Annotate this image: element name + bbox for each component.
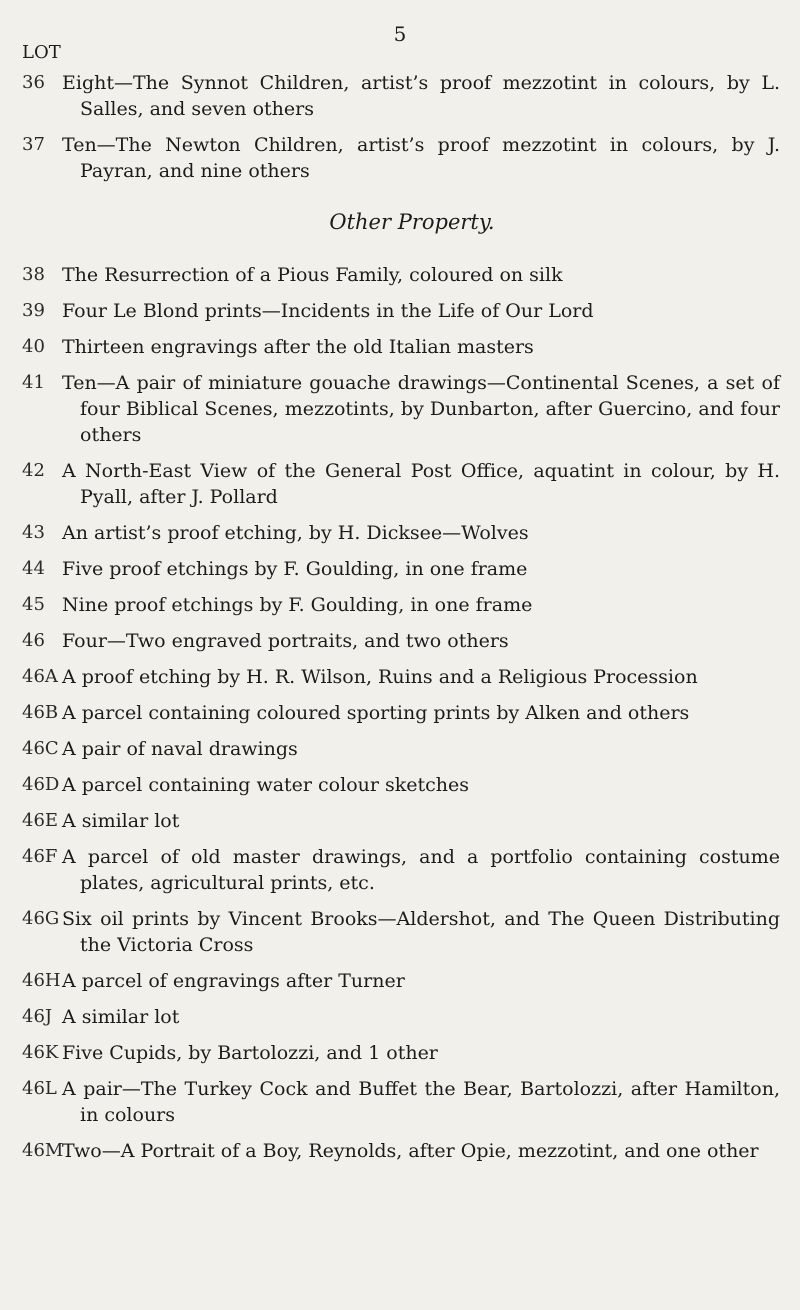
lot-description: Nine proof etchings by F. Goulding, in one frame	[62, 594, 533, 616]
lot-entry	[22, 1076, 782, 1128]
lot-number: 42	[22, 460, 45, 481]
lot-entry	[22, 1138, 782, 1164]
lot-description: An artist’s proof etching, by H. Dicksee—Wolves	[62, 522, 529, 544]
lot-entry	[22, 262, 782, 288]
lot-number: 44	[22, 558, 45, 579]
lot-description: A parcel containing coloured sporting prints by Alken and others	[62, 702, 690, 724]
lot-entry	[22, 844, 782, 896]
lot-number: 46B	[22, 702, 59, 723]
lot-number: 36	[22, 72, 45, 93]
lot-description: Six oil prints by Vincent Brooks—Aldershot, and The Queen Distributing the Victoria Cross	[62, 908, 780, 956]
lot-number: 41	[22, 372, 45, 393]
lot-number: 46L	[22, 1078, 57, 1099]
lot-entry	[22, 772, 782, 798]
lot-number: 37	[22, 134, 45, 155]
lot-entry	[22, 808, 782, 834]
lot-description: A parcel of engravings after Turner	[62, 970, 405, 992]
lot-number: 46K	[22, 1042, 59, 1063]
lot-entry	[22, 628, 782, 654]
lot-description: A North-East View of the General Post Office, aquatint in colour, by H. Pyall, after J. Pollard	[62, 460, 780, 508]
lot-entry	[22, 70, 782, 122]
lot-entry	[22, 906, 782, 958]
lot-description: Thirteen engravings after the old Italian masters	[62, 336, 534, 358]
section-heading: Other Property.	[329, 210, 495, 234]
lot-entry	[22, 458, 782, 510]
lot-entry	[22, 736, 782, 762]
lot-description: Five Cupids, by Bartolozzi, and 1 other	[62, 1042, 438, 1064]
lot-number: 46F	[22, 846, 58, 867]
lot-entry	[22, 968, 782, 994]
lot-description: Eight—The Synnot Children, artist’s proof mezzotint in colours, by L. Salles, and seven others	[62, 72, 780, 120]
lot-description: A parcel of old master drawings, and a portfolio containing costume plates, agricultural prints, etc.	[62, 846, 780, 894]
catalogue-listing	[22, 70, 782, 1174]
lot-entry	[22, 700, 782, 726]
lot-number: 46D	[22, 774, 60, 795]
lot-number: 38	[22, 264, 45, 285]
lot-entry	[22, 664, 782, 690]
lot-number: 46J	[22, 1006, 53, 1027]
lot-number: 40	[22, 336, 45, 357]
lot-number: 46C	[22, 738, 59, 759]
lot-number: 46M	[22, 1140, 64, 1161]
lot-number: 46E	[22, 810, 59, 831]
lot-entry	[22, 592, 782, 618]
lot-column-header: LOT	[22, 42, 61, 63]
lot-description: Four Le Blond prints—Incidents in the Life of Our Lord	[62, 300, 594, 322]
lot-description: A similar lot	[62, 810, 180, 832]
lot-description: Two—A Portrait of a Boy, Reynolds, after Opie, mezzotint, and one other	[62, 1140, 759, 1162]
lot-number: 43	[22, 522, 45, 543]
lot-description: The Resurrection of a Pious Family, coloured on silk	[62, 264, 563, 286]
lot-description: Five proof etchings by F. Goulding, in one frame	[62, 558, 528, 580]
lot-entry	[22, 1004, 782, 1030]
lot-number: 39	[22, 300, 45, 321]
lot-description: A parcel containing water colour sketches	[62, 774, 470, 796]
page-number: 5	[393, 22, 407, 46]
lot-description: Ten—The Newton Children, artist’s proof mezzotint in colours, by J. Payran, and nine others	[62, 134, 780, 182]
lot-number: 46G	[22, 908, 60, 929]
lot-entry	[22, 556, 782, 582]
lots-before-section	[22, 70, 782, 184]
lot-entry	[22, 520, 782, 546]
lot-entry	[22, 370, 782, 448]
lot-description: A pair—The Turkey Cock and Buffet the Bear, Bartolozzi, after Hamilton, in colours	[62, 1078, 780, 1126]
lot-entry	[22, 298, 782, 324]
lot-number: 46H	[22, 970, 61, 991]
lot-description: Ten—A pair of miniature gouache drawings—Continental Scenes, a set of four Biblical Scenes, mezzotints, by Dunbarton, after Guercino, and four others	[62, 372, 780, 446]
lot-number: 46A	[22, 666, 58, 687]
lots-after-section	[22, 262, 782, 1164]
lot-entry	[22, 1040, 782, 1066]
lot-description: A similar lot	[62, 1006, 180, 1028]
lot-entry	[22, 334, 782, 360]
lot-description: Four—Two engraved portraits, and two others	[62, 630, 509, 652]
lot-number: 45	[22, 594, 45, 615]
lot-entry	[22, 132, 782, 184]
lot-number: 46	[22, 630, 45, 651]
lot-description: A pair of naval drawings	[62, 738, 298, 760]
lot-description: A proof etching by H. R. Wilson, Ruins and a Religious Procession	[62, 666, 698, 688]
